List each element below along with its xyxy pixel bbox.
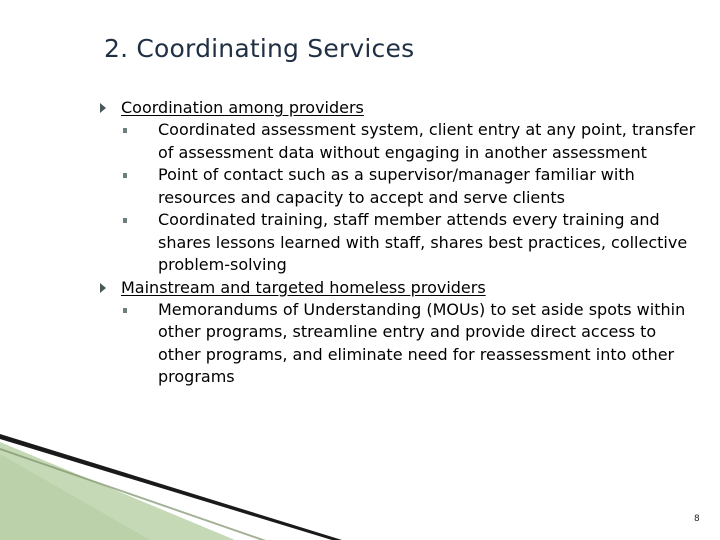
square-bullet-icon <box>123 128 127 133</box>
slide-title: 2. Coordinating Services <box>104 34 415 63</box>
bullet-mainstream <box>100 277 700 299</box>
page-number: 8 <box>694 514 700 524</box>
decorative-swoosh <box>0 420 720 540</box>
slide-content <box>100 97 700 389</box>
sub-bullet-text: Memorandums of Understanding (MOUs) to set aside spots within other programs, streamline entry and provide direct access to other programs, and eliminate need for reassessment into other programs <box>158 299 686 386</box>
sub-bullet <box>100 119 700 164</box>
sub-bullet <box>100 164 700 209</box>
bullet-coordination <box>100 97 700 119</box>
sub-bullet-text: Coordinated assessment system, client entry at any point, transfer of assessment data without engaging in another assessment <box>158 120 696 162</box>
sub-bullet <box>100 209 700 277</box>
bullet-label: Mainstream and targeted homeless providers <box>121 277 486 297</box>
bullet-label: Coordination among providers <box>121 98 364 117</box>
sub-bullet-text: Point of contact such as a supervisor/manager familiar with resources and capacity to accept and serve clients <box>158 165 635 207</box>
square-bullet-icon <box>123 308 127 313</box>
square-bullet-icon <box>123 173 127 178</box>
triangle-bullet-icon <box>100 103 106 113</box>
triangle-bullet-icon <box>100 283 106 293</box>
sub-bullet <box>100 299 700 389</box>
sub-bullet-text: Coordinated training, staff member attends every training and shares lessons learned with staff, shares best practices, collective problem-solving <box>158 210 688 274</box>
square-bullet-icon <box>123 218 127 223</box>
